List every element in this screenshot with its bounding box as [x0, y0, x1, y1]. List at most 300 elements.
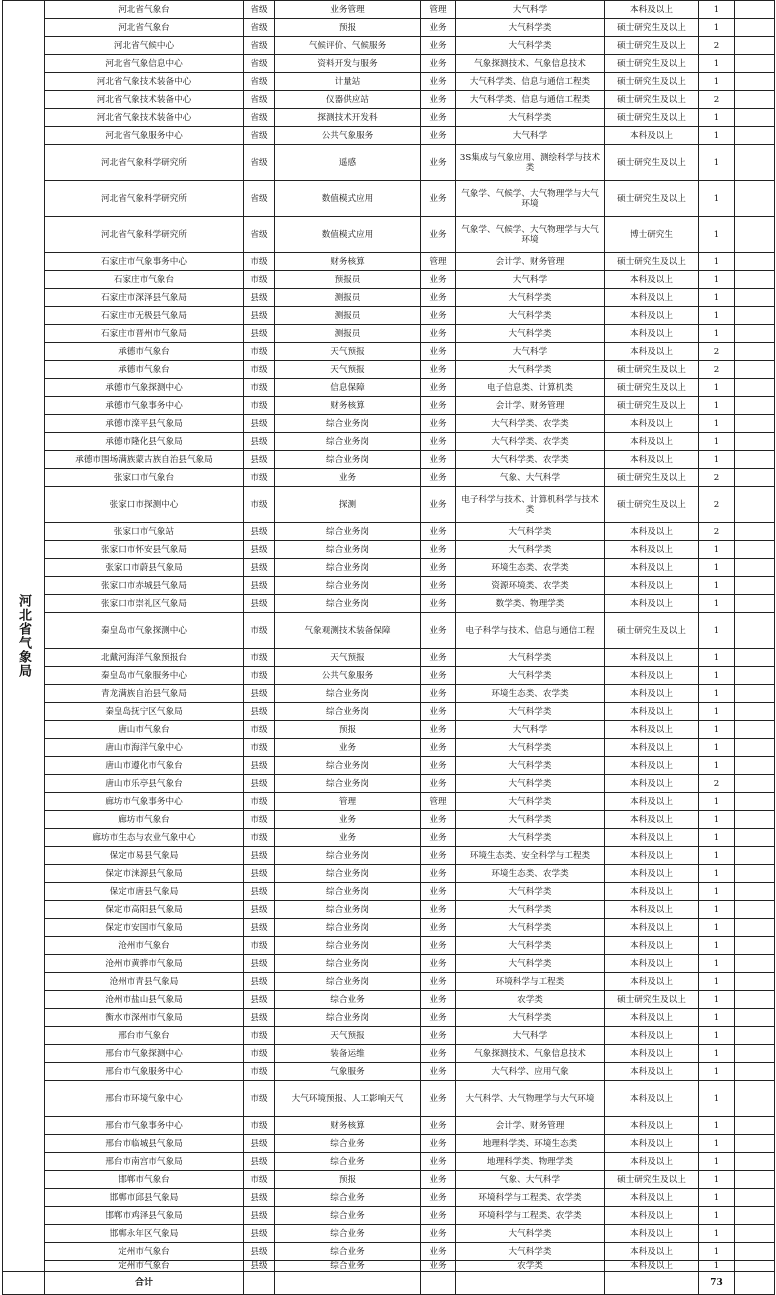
remark-cell: [735, 19, 775, 37]
position-cell: 综合业务岗: [275, 955, 421, 973]
unit-name-cell: 邯郸市气象台: [45, 1171, 244, 1189]
major-cell: 大气科学类: [456, 757, 605, 775]
level-cell: 县级: [244, 757, 275, 775]
remark-cell: [735, 1153, 775, 1171]
education-cell: 硕士研究生及以上: [605, 487, 699, 523]
position-cell: 测报员: [275, 307, 421, 325]
unit-name-cell: 承德市气象事务中心: [45, 397, 244, 415]
table-row: [3, 1081, 775, 1117]
remark-cell: [735, 685, 775, 703]
quota-cell: 1: [699, 829, 735, 847]
table-row: [3, 775, 775, 793]
quota-cell: 1: [699, 415, 735, 433]
position-cell: 业务: [275, 811, 421, 829]
table-row: [3, 271, 775, 289]
table-row: [3, 901, 775, 919]
major-cell: 环境科学与工程类、农学类: [456, 1189, 605, 1207]
level-cell: 县级: [244, 523, 275, 541]
education-cell: 本科及以上: [605, 1153, 699, 1171]
unit-name-cell: 石家庄市气象事务中心: [45, 253, 244, 271]
quota-cell: 1: [699, 613, 735, 649]
major-cell: 大气科学类: [456, 325, 605, 343]
education-cell: 本科及以上: [605, 865, 699, 883]
level-cell: 县级: [244, 955, 275, 973]
remark-cell: [735, 703, 775, 721]
unit-name-cell: 邯郸市鸡泽县气象局: [45, 1207, 244, 1225]
position-cell: 综合业务岗: [275, 451, 421, 469]
unit-name-cell: 河北省气象台: [45, 1, 244, 19]
quota-cell: 1: [699, 757, 735, 775]
remark-cell: [735, 973, 775, 991]
table-row: [3, 937, 775, 955]
remark-cell: [735, 307, 775, 325]
position-cell: 探测: [275, 487, 421, 523]
unit-name-cell: 沧州市盐山县气象局: [45, 991, 244, 1009]
remark-cell: [735, 325, 775, 343]
unit-name-cell: 张家口市蔚县气象局: [45, 559, 244, 577]
category-cell: 管理: [421, 1, 456, 19]
position-cell: 综合业务岗: [275, 847, 421, 865]
remark-cell: [735, 415, 775, 433]
table-row: [3, 811, 775, 829]
quota-cell: 1: [699, 1135, 735, 1153]
position-cell: 预报: [275, 1171, 421, 1189]
quota-cell: 1: [699, 649, 735, 667]
education-cell: 本科及以上: [605, 307, 699, 325]
remark-cell: [735, 1045, 775, 1063]
table-row: [3, 181, 775, 217]
remark-cell: [735, 595, 775, 613]
remark-cell: [735, 865, 775, 883]
major-cell: 大气科学类、农学类: [456, 415, 605, 433]
position-cell: 计量站: [275, 73, 421, 91]
level-cell: 市级: [244, 1063, 275, 1081]
education-cell: 本科及以上: [605, 1063, 699, 1081]
remark-cell: [735, 721, 775, 739]
position-cell: 综合业务岗: [275, 577, 421, 595]
position-cell: 综合业务岗: [275, 1009, 421, 1027]
remark-cell: [735, 1207, 775, 1225]
level-cell: 市级: [244, 271, 275, 289]
unit-name-cell: 邯郸市邱县气象局: [45, 1189, 244, 1207]
unit-name-cell: 沧州市黄骅市气象局: [45, 955, 244, 973]
major-cell: 环境生态类、农学类: [456, 685, 605, 703]
position-cell: 业务管理: [275, 1, 421, 19]
level-cell: 省级: [244, 217, 275, 253]
quota-cell: 1: [699, 847, 735, 865]
quota-cell: 1: [699, 973, 735, 991]
unit-name-cell: 石家庄市无极县气象局: [45, 307, 244, 325]
remark-cell: [735, 289, 775, 307]
category-cell: 业务: [421, 1189, 456, 1207]
position-cell: 综合业务: [275, 1261, 421, 1272]
table-row: [3, 613, 775, 649]
position-cell: 测报员: [275, 325, 421, 343]
category-cell: 业务: [421, 415, 456, 433]
unit-name-cell: 承德市气象探测中心: [45, 379, 244, 397]
level-cell: 省级: [244, 19, 275, 37]
unit-name-cell: 石家庄市深泽县气象局: [45, 289, 244, 307]
category-cell: 业务: [421, 811, 456, 829]
quota-cell: 1: [699, 955, 735, 973]
unit-name-cell: 邯郸永年区气象局: [45, 1225, 244, 1243]
unit-name-cell: 河北省气象科学研究所: [45, 217, 244, 253]
remark-cell: [735, 1, 775, 19]
quota-cell: 1: [699, 739, 735, 757]
position-cell: 天气预报: [275, 649, 421, 667]
position-cell: 公共气象服务: [275, 127, 421, 145]
remark-cell: [735, 181, 775, 217]
quota-cell: 1: [699, 1153, 735, 1171]
remark-cell: [735, 541, 775, 559]
education-cell: 本科及以上: [605, 1027, 699, 1045]
education-cell: 本科及以上: [605, 1261, 699, 1272]
quota-cell: 1: [699, 793, 735, 811]
major-cell: 气象探测技术、气象信息技术: [456, 55, 605, 73]
level-cell: 市级: [244, 1081, 275, 1117]
major-cell: 大气科学类、农学类: [456, 433, 605, 451]
remark-cell: [735, 991, 775, 1009]
category-cell: 业务: [421, 91, 456, 109]
table-row: [3, 973, 775, 991]
major-cell: 大气科学类、信息与通信工程类: [456, 73, 605, 91]
quota-cell: 1: [699, 1081, 735, 1117]
education-cell: 本科及以上: [605, 127, 699, 145]
major-cell: 地理科学类、物理学类: [456, 1153, 605, 1171]
table-row: [3, 559, 775, 577]
unit-name-cell: 承德市滦平县气象局: [45, 415, 244, 433]
education-cell: 本科及以上: [605, 523, 699, 541]
position-cell: 综合业务岗: [275, 973, 421, 991]
education-cell: 本科及以上: [605, 829, 699, 847]
total-row: [3, 1272, 775, 1295]
level-cell: 县级: [244, 289, 275, 307]
category-cell: 业务: [421, 217, 456, 253]
unit-name-cell: 邢台市临城县气象局: [45, 1135, 244, 1153]
level-cell: 县级: [244, 1189, 275, 1207]
category-cell: 业务: [421, 1261, 456, 1272]
table-row: [3, 649, 775, 667]
quota-cell: 1: [699, 991, 735, 1009]
category-cell: 业务: [421, 1243, 456, 1261]
major-cell: 大气科学: [456, 721, 605, 739]
unit-name-cell: 沧州市气象台: [45, 937, 244, 955]
major-cell: 大气科学类: [456, 361, 605, 379]
level-cell: 县级: [244, 685, 275, 703]
education-cell: 博士研究生: [605, 217, 699, 253]
group-label-cell: [3, 1, 45, 1272]
unit-name-cell: 保定市涞源县气象局: [45, 865, 244, 883]
unit-name-cell: 河北省气象服务中心: [45, 127, 244, 145]
unit-name-cell: 唐山市海洋气象中心: [45, 739, 244, 757]
level-cell: 市级: [244, 613, 275, 649]
position-cell: 综合业务岗: [275, 937, 421, 955]
major-cell: 环境生态类、农学类: [456, 865, 605, 883]
unit-name-cell: 保定市高阳县气象局: [45, 901, 244, 919]
table-row: [3, 829, 775, 847]
quota-cell: 1: [699, 451, 735, 469]
quota-cell: 1: [699, 577, 735, 595]
total-blank-cell: [244, 1272, 275, 1295]
unit-name-cell: 张家口市赤城县气象局: [45, 577, 244, 595]
education-cell: 本科及以上: [605, 955, 699, 973]
level-cell: 市级: [244, 1117, 275, 1135]
quota-cell: 1: [699, 1189, 735, 1207]
major-cell: 大气科学类: [456, 541, 605, 559]
level-cell: 市级: [244, 811, 275, 829]
category-cell: 业务: [421, 577, 456, 595]
level-cell: 市级: [244, 469, 275, 487]
major-cell: 会计学、财务管理: [456, 1117, 605, 1135]
education-cell: 本科及以上: [605, 541, 699, 559]
table-row: [3, 793, 775, 811]
category-cell: 业务: [421, 1045, 456, 1063]
unit-name-cell: 保定市易县气象局: [45, 847, 244, 865]
level-cell: 县级: [244, 775, 275, 793]
table-row: [3, 757, 775, 775]
table-row: [3, 847, 775, 865]
category-cell: 业务: [421, 73, 456, 91]
position-cell: 仪器供应站: [275, 91, 421, 109]
level-cell: 省级: [244, 55, 275, 73]
table-row: [3, 145, 775, 181]
level-cell: 市级: [244, 649, 275, 667]
quota-cell: 2: [699, 37, 735, 55]
remark-cell: [735, 667, 775, 685]
education-cell: 本科及以上: [605, 1081, 699, 1117]
category-cell: 业务: [421, 37, 456, 55]
quota-cell: 2: [699, 775, 735, 793]
education-cell: 本科及以上: [605, 703, 699, 721]
level-cell: 县级: [244, 1243, 275, 1261]
table-row: [3, 739, 775, 757]
major-cell: 大气科学类: [456, 793, 605, 811]
category-cell: 业务: [421, 829, 456, 847]
table-row: [3, 577, 775, 595]
category-cell: 业务: [421, 1081, 456, 1117]
position-cell: 气象观测技术装备保障: [275, 613, 421, 649]
position-cell: 财务核算: [275, 253, 421, 271]
level-cell: 县级: [244, 451, 275, 469]
position-cell: 管理: [275, 793, 421, 811]
category-cell: 业务: [421, 487, 456, 523]
remark-cell: [735, 1081, 775, 1117]
remark-cell: [735, 1027, 775, 1045]
unit-name-cell: 张家口市崇礼区气象局: [45, 595, 244, 613]
position-cell: 气象服务: [275, 1063, 421, 1081]
position-cell: 数值模式应用: [275, 181, 421, 217]
table-row: [3, 1207, 775, 1225]
major-cell: 大气科学类: [456, 919, 605, 937]
level-cell: 省级: [244, 73, 275, 91]
total-label-cell: 合计: [45, 1272, 244, 1295]
remark-cell: [735, 523, 775, 541]
major-cell: 大气科学: [456, 1, 605, 19]
table-row: [3, 433, 775, 451]
quota-cell: 2: [699, 91, 735, 109]
education-cell: 本科及以上: [605, 649, 699, 667]
quota-cell: 1: [699, 1261, 735, 1272]
table-row: [3, 919, 775, 937]
major-cell: 大气科学类: [456, 523, 605, 541]
education-cell: 硕士研究生及以上: [605, 91, 699, 109]
level-cell: 县级: [244, 1135, 275, 1153]
category-cell: 业务: [421, 649, 456, 667]
category-cell: 业务: [421, 127, 456, 145]
remark-cell: [735, 343, 775, 361]
remark-cell: [735, 739, 775, 757]
quota-cell: 1: [699, 937, 735, 955]
position-cell: 综合业务岗: [275, 559, 421, 577]
level-cell: 市级: [244, 739, 275, 757]
unit-name-cell: 定州市气象台: [45, 1261, 244, 1272]
table-row: [3, 991, 775, 1009]
remark-cell: [735, 955, 775, 973]
remark-cell: [735, 1009, 775, 1027]
quota-cell: 1: [699, 181, 735, 217]
unit-name-cell: 沧州市青县气象局: [45, 973, 244, 991]
education-cell: 本科及以上: [605, 289, 699, 307]
major-cell: 大气科学: [456, 271, 605, 289]
category-cell: 业务: [421, 1063, 456, 1081]
education-cell: 硕士研究生及以上: [605, 613, 699, 649]
education-cell: 硕士研究生及以上: [605, 991, 699, 1009]
level-cell: 省级: [244, 181, 275, 217]
education-cell: 本科及以上: [605, 973, 699, 991]
position-cell: 综合业务岗: [275, 865, 421, 883]
category-cell: 业务: [421, 289, 456, 307]
position-cell: 综合业务岗: [275, 775, 421, 793]
unit-name-cell: 张家口市气象台: [45, 469, 244, 487]
education-cell: 本科及以上: [605, 1243, 699, 1261]
unit-name-cell: 河北省气象台: [45, 19, 244, 37]
education-cell: 硕士研究生及以上: [605, 109, 699, 127]
remark-cell: [735, 1261, 775, 1272]
education-cell: 本科及以上: [605, 757, 699, 775]
table-row: [3, 451, 775, 469]
position-cell: 测报员: [275, 289, 421, 307]
category-cell: 业务: [421, 865, 456, 883]
level-cell: 县级: [244, 901, 275, 919]
quota-cell: 1: [699, 109, 735, 127]
major-cell: 农学类: [456, 991, 605, 1009]
unit-name-cell: 河北省气象信息中心: [45, 55, 244, 73]
level-cell: 市级: [244, 1045, 275, 1063]
position-cell: 综合业务岗: [275, 919, 421, 937]
quota-cell: 1: [699, 127, 735, 145]
position-cell: 综合业务岗: [275, 685, 421, 703]
table-row: [3, 1117, 775, 1135]
remark-cell: [735, 1225, 775, 1243]
major-cell: 环境科学与工程类: [456, 973, 605, 991]
major-cell: 会计学、财务管理: [456, 397, 605, 415]
education-cell: 本科及以上: [605, 1009, 699, 1027]
category-cell: 业务: [421, 667, 456, 685]
major-cell: 大气科学类、农学类: [456, 451, 605, 469]
education-cell: 本科及以上: [605, 667, 699, 685]
table-row: [3, 307, 775, 325]
total-value-cell: 73: [699, 1272, 735, 1295]
remark-cell: [735, 901, 775, 919]
table-row: [3, 361, 775, 379]
category-cell: 业务: [421, 883, 456, 901]
quota-cell: 1: [699, 1009, 735, 1027]
level-cell: 市级: [244, 487, 275, 523]
table-row: [3, 289, 775, 307]
unit-name-cell: 秦皇岛市气象服务中心: [45, 667, 244, 685]
table-row: [3, 37, 775, 55]
unit-name-cell: 河北省气象技术装备中心: [45, 91, 244, 109]
category-cell: 业务: [421, 685, 456, 703]
category-cell: 业务: [421, 181, 456, 217]
category-cell: 业务: [421, 1171, 456, 1189]
position-cell: 预报员: [275, 271, 421, 289]
table-row: [3, 73, 775, 91]
major-cell: 环境科学与工程类、农学类: [456, 1207, 605, 1225]
category-cell: 业务: [421, 1027, 456, 1045]
category-cell: 管理: [421, 793, 456, 811]
table-row: [3, 1225, 775, 1243]
level-cell: 市级: [244, 667, 275, 685]
quota-cell: 1: [699, 145, 735, 181]
unit-name-cell: 唐山市遵化市气象台: [45, 757, 244, 775]
category-cell: 业务: [421, 109, 456, 127]
remark-cell: [735, 613, 775, 649]
quota-cell: 1: [699, 325, 735, 343]
education-cell: 本科及以上: [605, 793, 699, 811]
level-cell: 市级: [244, 721, 275, 739]
education-cell: 硕士研究生及以上: [605, 253, 699, 271]
table-row: [3, 325, 775, 343]
table-row: [3, 253, 775, 271]
unit-name-cell: 廊坊市气象台: [45, 811, 244, 829]
major-cell: 大气科学类: [456, 703, 605, 721]
position-cell: 综合业务: [275, 1189, 421, 1207]
level-cell: 县级: [244, 919, 275, 937]
remark-cell: [735, 793, 775, 811]
level-cell: 县级: [244, 991, 275, 1009]
unit-name-cell: 保定市安国市气象局: [45, 919, 244, 937]
unit-name-cell: 唐山市乐亭县气象台: [45, 775, 244, 793]
category-cell: 业务: [421, 307, 456, 325]
level-cell: 县级: [244, 1207, 275, 1225]
table-row: [3, 685, 775, 703]
level-cell: 县级: [244, 325, 275, 343]
position-cell: 综合业务: [275, 1243, 421, 1261]
category-cell: 业务: [421, 775, 456, 793]
remark-cell: [735, 559, 775, 577]
remark-cell: [735, 1063, 775, 1081]
quota-cell: 1: [699, 307, 735, 325]
major-cell: 大气科学类: [456, 811, 605, 829]
position-cell: 资料开发与服务: [275, 55, 421, 73]
education-cell: 本科及以上: [605, 775, 699, 793]
major-cell: 大气科学类: [456, 937, 605, 955]
major-cell: 气象、大气科学: [456, 1171, 605, 1189]
level-cell: 省级: [244, 145, 275, 181]
remark-cell: [735, 55, 775, 73]
category-cell: 业务: [421, 541, 456, 559]
position-cell: 综合业务: [275, 1207, 421, 1225]
education-cell: 本科及以上: [605, 721, 699, 739]
position-cell: 业务: [275, 829, 421, 847]
quota-cell: 1: [699, 1225, 735, 1243]
level-cell: 县级: [244, 703, 275, 721]
major-cell: 环境生态类、农学类: [456, 559, 605, 577]
education-cell: 本科及以上: [605, 937, 699, 955]
position-cell: 遥感: [275, 145, 421, 181]
unit-name-cell: 秦皇岛抚宁区气象局: [45, 703, 244, 721]
